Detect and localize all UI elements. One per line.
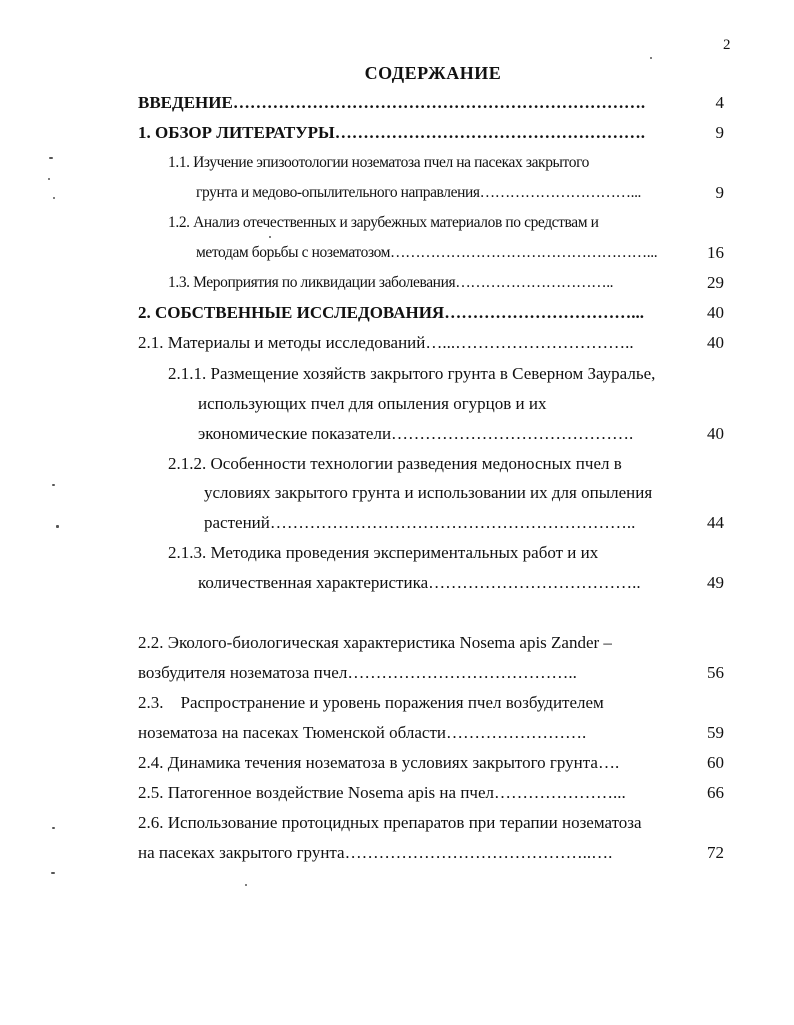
- toc-page-number: 4: [715, 93, 724, 112]
- toc-entry-2-6[interactable]: 2.6. Использование протоцидных препаратов при терапии нозематоза: [138, 813, 642, 832]
- toc-page-number: 66: [707, 783, 724, 802]
- toc-page-number: 9: [715, 183, 724, 202]
- toc-entry-1-1-cont[interactable]: грунта и медово-опылительного направления…………………………...: [196, 184, 642, 201]
- toc-page-number: 56: [707, 663, 724, 682]
- scan-speck: [52, 827, 55, 829]
- scan-speck: [269, 236, 271, 238]
- toc-entry-literature-review[interactable]: 1. ОБЗОР ЛИТЕРАТУРЫ……………………………………………….: [138, 123, 645, 142]
- toc-entry-2-1-2-cont[interactable]: растений………………………………………………………..: [204, 513, 636, 532]
- toc-entry-2-3[interactable]: 2.3. Распространение и уровень поражения пчел возбудителем: [138, 693, 604, 712]
- toc-entry-1-2[interactable]: 1.2. Анализ отечественных и зарубежных материалов по средствам и: [168, 214, 599, 231]
- scan-speck: [56, 525, 59, 528]
- toc-entry-own-research[interactable]: 2. СОБСТВЕННЫЕ ИССЛЕДОВАНИЯ……………………………...: [138, 303, 644, 322]
- toc-page-number: 40: [707, 424, 724, 443]
- scan-speck: [650, 57, 652, 59]
- toc-entry-1-3[interactable]: 1.3. Мероприятия по ликвидации заболевания…………………………..: [168, 274, 614, 291]
- scan-speck: [52, 484, 55, 486]
- toc-page-number: 72: [707, 843, 724, 862]
- toc-entry-2-1-1[interactable]: 2.1.1. Размещение хозяйств закрытого грунта в Северном Зауралье,: [168, 364, 656, 383]
- toc-page-number: 49: [707, 573, 724, 592]
- toc-entry-introduction[interactable]: ВВЕДЕНИЕ……………………………………………………………….: [138, 93, 646, 112]
- toc-entry-2-1-1-cont[interactable]: использующих пчел для опыления огурцов и их: [198, 394, 547, 413]
- toc-entry-2-1-1-cont[interactable]: экономические показатели…………………………………….: [198, 424, 634, 443]
- toc-entry-2-5[interactable]: 2.5. Патогенное воздействие Nosema apis на пчел…………………...: [138, 783, 626, 802]
- scan-speck: [49, 157, 53, 159]
- toc-entry-2-3-cont[interactable]: нозематоза на пасеках Тюменской области…………………….: [138, 723, 587, 742]
- scan-speck: [51, 872, 55, 874]
- toc-page-number: 29: [707, 273, 724, 292]
- toc-entry-1-2-cont[interactable]: методам борьбы с нозематозом……………………………………………...: [196, 244, 658, 261]
- toc-page-number: 40: [707, 303, 724, 322]
- page-title: СОДЕРЖАНИЕ: [364, 63, 502, 83]
- scan-speck: [53, 197, 55, 199]
- page-number: 2: [723, 37, 731, 53]
- toc-entry-2-1-2[interactable]: 2.1.2. Особенности технологии разведения медоносных пчел в: [168, 454, 622, 473]
- toc-page-number: 59: [707, 723, 724, 742]
- toc-entry-2-1-3[interactable]: 2.1.3. Методика проведения экспериментальных работ и их: [168, 543, 599, 562]
- toc-entry-2-1-2-cont[interactable]: условиях закрытого грунта и использовании их для опыления: [204, 483, 653, 502]
- toc-entry-2-2[interactable]: 2.2. Эколого-биологическая характеристика Nosema apis Zander –: [138, 633, 612, 652]
- toc-entry-2-4[interactable]: 2.4. Динамика течения нозематоза в условиях закрытого грунта….: [138, 753, 620, 772]
- toc-entry-1-1[interactable]: 1.1. Изучение эпизоотологии нозематоза пчел на пасеках закрытого: [168, 154, 589, 171]
- toc-page-number: 40: [707, 333, 724, 352]
- scan-speck: [245, 884, 247, 886]
- toc-entry-2-6-cont[interactable]: на пасеках закрытого грунта……………………………………..….: [138, 843, 613, 862]
- toc-entry-2-1[interactable]: 2.1. Материалы и методы исследований…...…………………………..: [138, 333, 634, 352]
- toc-entry-2-1-3-cont[interactable]: количественная характеристика………………………………..: [198, 573, 641, 592]
- toc-entry-2-2-cont[interactable]: возбудителя нозематоза пчел…………………………………..: [138, 663, 577, 682]
- toc-page-number: 16: [707, 243, 724, 262]
- toc-page-number: 60: [707, 753, 724, 772]
- toc-page-number: 44: [707, 513, 724, 532]
- toc-page-number: 9: [715, 123, 724, 142]
- scan-speck: [48, 178, 50, 180]
